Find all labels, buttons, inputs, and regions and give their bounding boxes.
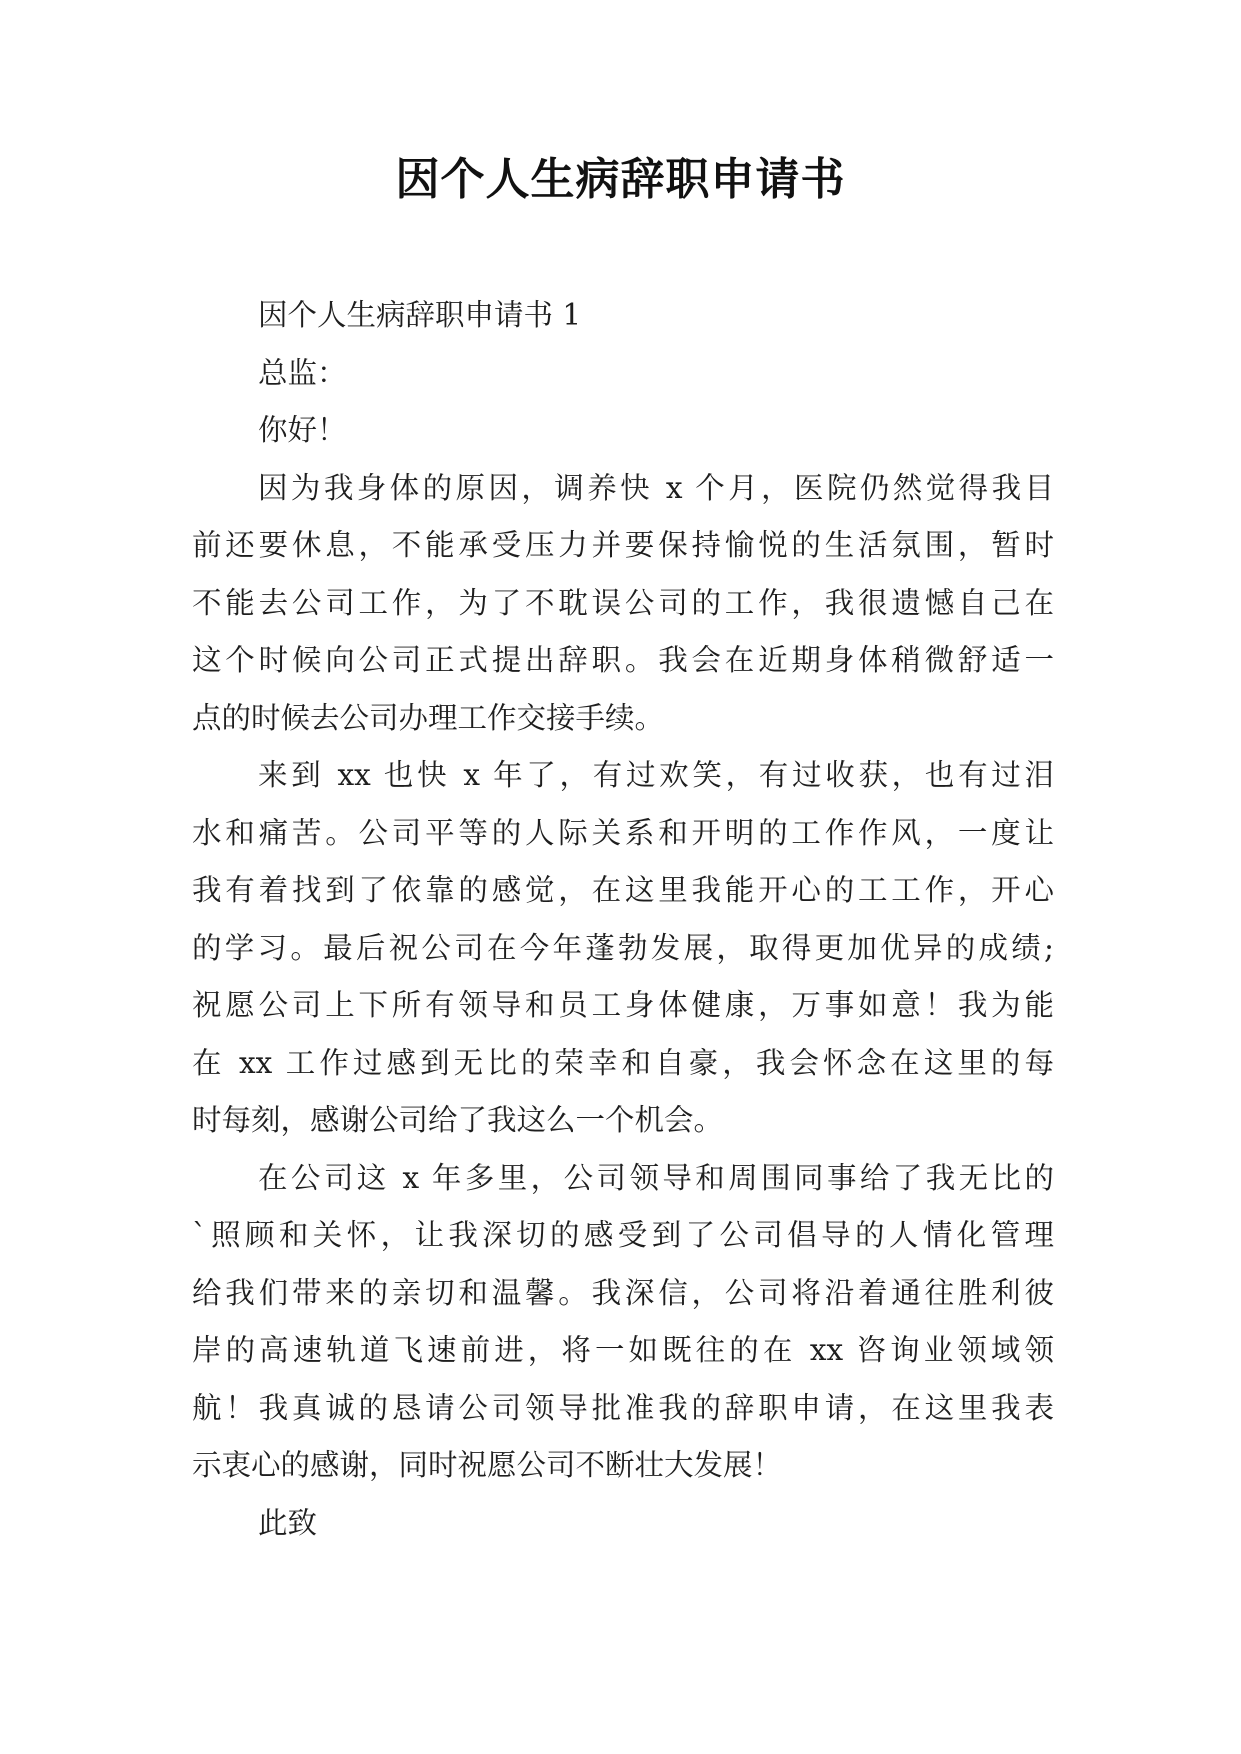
text-line: 我有着找到了依靠的感觉，在这里我能开心的工工作，开心 [192, 873, 1054, 907]
text-line: 水和痛苦。公司平等的人际关系和开明的工作作风，一度让 [192, 815, 1054, 850]
text-line: 航！我真诚的恳请公司领导批准我的辞职申请，在这里我表 [192, 1390, 1054, 1425]
document-title: 因个人生病辞职申请书 [395, 154, 846, 205]
text-line: 前还要休息，不能承受压力并要保持愉悦的生活氛围，暂时 [192, 528, 1054, 562]
text-line: 岸的高速轨道飞速前进，将一如既往的在 xx 咨询业领域领 [192, 1333, 1054, 1367]
text-line: 在公司这 x 年多里，公司领导和周围同事给了我无比的 [258, 1160, 1054, 1195]
text-line: 总监： [258, 355, 347, 390]
text-line: 不能去公司工作，为了不耽误公司的工作，我很遗憾自己在 [192, 585, 1054, 620]
text-line: 点的时候去公司办理工作交接手续。 [192, 700, 665, 735]
text-line: `照顾和关怀，让我深切的感受到了公司倡导的人情化管理 [192, 1218, 1054, 1252]
text-line: 来到 xx 也快 x 年了，有过欢笑，有过收获，也有过泪 [258, 758, 1054, 792]
text-line: 给我们带来的亲切和温馨。我深信，公司将沿着通往胜利彼 [192, 1275, 1054, 1310]
text-line: 此致 [258, 1505, 318, 1540]
text-line: 祝愿公司上下所有领导和员工身体健康，万事如意！我为能 [192, 988, 1054, 1022]
text-line: 示衷心的感谢，同时祝愿公司不断壮大发展！ [192, 1448, 783, 1482]
text-line: 因为我身体的原因，调养快 x 个月，医院仍然觉得我目 [258, 470, 1054, 505]
text-line: 的学习。最后祝公司在今年蓬勃发展，取得更加优异的成绩; [192, 930, 1054, 965]
text-line: 因个人生病辞职申请书 1 [258, 298, 582, 332]
text-line: 这个时候向公司正式提出辞职。我会在近期身体稍微舒适一 [192, 643, 1054, 677]
document-body [192, 287, 1054, 1552]
text-line: 时每刻，感谢公司给了我这么一个机会。 [192, 1103, 724, 1137]
text-line: 在 xx 工作过感到无比的荣幸和自豪，我会怀念在这里的每 [192, 1045, 1054, 1080]
text-line: 你好！ [258, 413, 347, 447]
